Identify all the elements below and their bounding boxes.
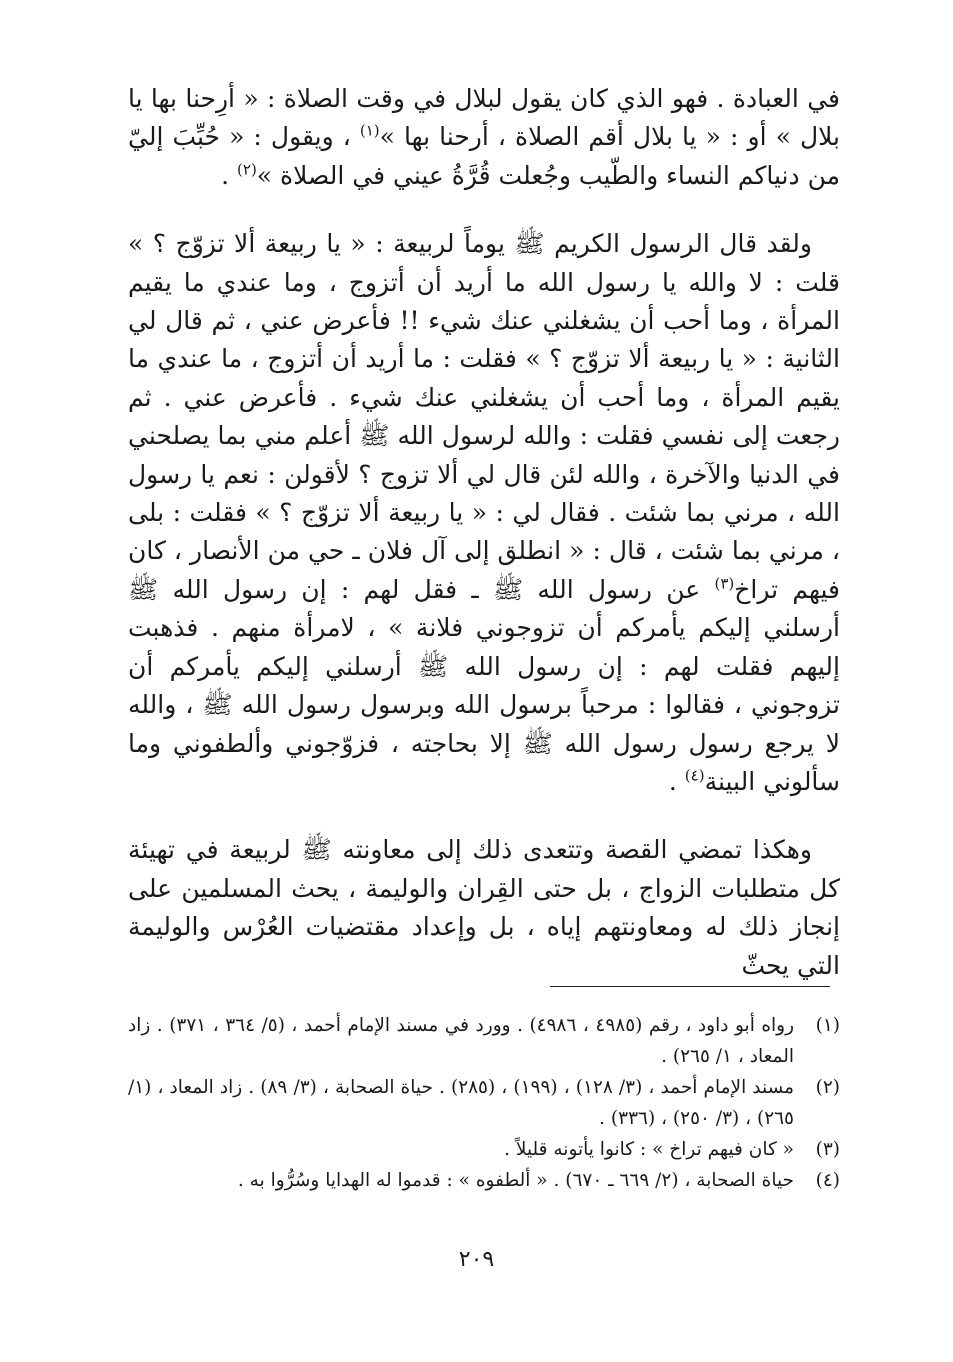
paragraph-text: ، ويقول : « حُبِّبَ إليّ من دنياكم النساء والطّيب وجُعلت قُرَّةُ عيني في الصلاة » (128, 122, 840, 190)
footnote-3 (128, 1134, 840, 1165)
footnote-text: « كان فيهم تراخ » : كانوا يأتونه قليلاً . (504, 1139, 794, 1160)
footnote-ref: (٢) (237, 160, 257, 179)
footnote-separator (550, 986, 830, 987)
footnote-1 (128, 1010, 840, 1072)
paragraph-text: ولقد قال الرسول الكريم ﷺ يوماً لربيعة : « يا ربيعة ألا تزوّج ؟ » قلت : لا والله يا رسول الله ما أريد أن أتزوج ، وما عندي ما يقيم المرأة ، وما أحب أن يشغلني عنك شيء !! فأعرض عني ، ثم قال لي الثانية : « يا ربيعة ألا تزوّج ؟ » فقلت : ما أريد أن أتزوج ، ما عندي ما يقيم المرأة ، وما أحب أن يشغلني عنك شيء . فأعرض عني . ثم رجعت إلى نفسي فقلت : والله لرسول الله ﷺ أعلم مني بما يصلحني في الدنيا والآخرة ، والله لئن قال لي ألا تزوج ؟ لأقولن : نعم يا رسول الله ، مرني بما شئت . فقال لي : « يا ربيعة ألا تزوّج ؟ » فقلت : بلى ، مرني بما شئت ، قال : « انطلق إلى آل فلان ـ حي من الأنصار ، كان فيهم تراخ (128, 229, 840, 604)
footnote-2 (128, 1072, 840, 1134)
paragraph-1 (128, 80, 840, 195)
footnote-ref: (١) (359, 122, 380, 141)
footnote-text: حياة الصحابة ، (٢/ ٦٦٩ ـ ٦٧٠) . « ألطفوه » : قدموا له الهدايا وسُرُّوا به . (237, 1170, 794, 1191)
page-number: ٢٠٩ (458, 1247, 495, 1272)
footnote-number: (٤) (815, 1170, 840, 1191)
footnote-number: (٢) (815, 1077, 840, 1098)
paragraph-3 (128, 831, 840, 985)
footnote-number: (١) (815, 1015, 840, 1036)
footnote-ref: (٣) (714, 574, 735, 593)
footnotes (128, 1010, 840, 1196)
footnote-ref: (٤) (684, 766, 705, 785)
paragraph-text: . (668, 766, 685, 796)
paragraph-text: عن رسول الله ﷺ ـ فقل لهم : إن رسول الله ﷺ أرسلني إليكم يأمركم أن تزوجوني فلانة » ، لامرأة منهم . فذهبت إليهم فقلت لهم : إن رسول الله ﷺ أرسلني إليكم يأمركم أن تزوجوني ، فقالوا : مرحباً برسول الله وبرسول رسول الله ﷺ ، والله لا يرجع رسول رسول الله ﷺ إلا بحاجته ، فزوّجوني وألطفوني وما سألوني البينة (128, 574, 840, 796)
paragraph-text: . (221, 160, 238, 190)
footnote-text: رواه أبو داود ، رقم (٤٩٨٥ ، ٤٩٨٦) . وورد في مسند الإمام أحمد ، (٥/ ٣٦٤ ، ٣٧١) . زاد المعاد ، ١/ ٢٦٥) . (128, 1015, 795, 1067)
footnote-number: (٣) (815, 1139, 840, 1160)
paragraph-text: وهكذا تمضي القصة وتتعدى ذلك إلى معاونته ﷺ لربيعة في تهيئة كل متطلبات الزواج ، بل حتى القِران والوليمة ، يحث المسلمين على إنجاز ذلك له ومعاونتهم إياه ، بل وإعداد مقتضيات العُرْس والوليمة التي يحثّ (128, 835, 841, 980)
footnote-text: مسند الإمام أحمد ، (٣/ ١٢٨) ، (١٩٩) ، (٢٨٥) . حياة الصحابة ، (٣/ ٨٩) . زاد المعاد ، (١/ ٢٦٥) ، (٣/ ٢٥٠) ، (٣٣٦) . (128, 1077, 794, 1129)
paragraph-2 (128, 225, 840, 801)
paragraph-text: في العبادة . فهو الذي كان يقول لبلال في وقت الصلاة : « أرِحنا بها يا بلال » أو : « يا بلال أقم الصلاة ، أرحنا بها » (128, 84, 840, 152)
main-text (128, 80, 840, 985)
footnote-4 (128, 1165, 840, 1196)
